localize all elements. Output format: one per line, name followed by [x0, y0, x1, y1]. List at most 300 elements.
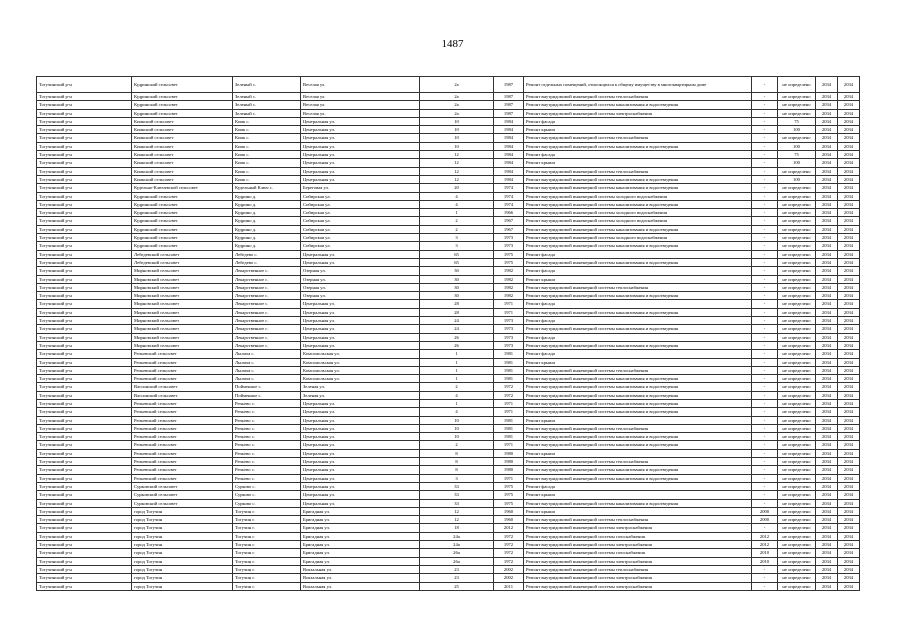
- work-type-cell: Ремонт крыши: [524, 275, 752, 283]
- work-type-cell: Ремонт внутридомовой инженерной системы канализования и водоотведения: [524, 341, 752, 349]
- district-cell: Тогучинский р-н: [37, 101, 132, 109]
- house-number-cell: 33: [420, 482, 494, 490]
- street-cell: Центральная ул.: [301, 482, 420, 490]
- house-number-cell: 2а: [420, 77, 494, 93]
- build-year-cell: 1981: [494, 350, 524, 358]
- plan-start-cell: 2034: [816, 77, 838, 93]
- district-cell: Тогучинский р-н: [37, 300, 132, 308]
- table-row: [37, 499, 860, 507]
- municipality-cell: Репьевский сельсовет: [132, 466, 233, 474]
- street-cell: Бригадная ул.: [301, 532, 420, 540]
- district-cell: Тогучинский р-н: [37, 341, 132, 349]
- cost-cell: не определено: [778, 101, 816, 109]
- plan-start-cell: 2034: [816, 258, 838, 266]
- cost-cell: не определено: [778, 474, 816, 482]
- last-repair-year-cell: -: [752, 175, 778, 183]
- street-cell: Озерная ул.: [301, 267, 420, 275]
- plan-end-cell: 2034: [838, 142, 860, 150]
- street-cell: Вокзальная ул.: [301, 565, 420, 573]
- last-repair-year-cell: -: [752, 424, 778, 432]
- table-row: [37, 275, 860, 283]
- municipality-cell: Кудринский сельсовет: [132, 217, 233, 225]
- plan-end-cell: 2034: [838, 308, 860, 316]
- work-type-cell: Ремонт внутридомовой инженерной системы теплоснабжения: [524, 565, 752, 573]
- plan-start-cell: 2034: [816, 416, 838, 424]
- district-cell: Тогучинский р-н: [37, 391, 132, 399]
- table-row: [37, 350, 860, 358]
- build-year-cell: 1971: [494, 408, 524, 416]
- last-repair-year-cell: -: [752, 416, 778, 424]
- house-number-cell: 4: [420, 408, 494, 416]
- plan-start-cell: 2034: [816, 499, 838, 507]
- municipality-cell: Репьевский сельсовет: [132, 458, 233, 466]
- cost-cell: не определено: [778, 192, 816, 200]
- street-cell: Центральная ул.: [301, 416, 420, 424]
- last-repair-year-cell: -: [752, 499, 778, 507]
- work-type-cell: Ремонт фасада: [524, 350, 752, 358]
- last-repair-year-cell: -: [752, 350, 778, 358]
- cost-cell: не определено: [778, 167, 816, 175]
- plan-start-cell: 2034: [816, 441, 838, 449]
- plan-end-cell: 2034: [838, 582, 860, 590]
- settlement-cell: Репьево с.: [233, 424, 301, 432]
- build-year-cell: 1971: [494, 474, 524, 482]
- plan-start-cell: 2034: [816, 300, 838, 308]
- table-row: [37, 292, 860, 300]
- table-row: [37, 565, 860, 573]
- settlement-cell: Кудрино д.: [233, 217, 301, 225]
- page-number: 1487: [441, 38, 464, 50]
- street-cell: Комсомольская ул.: [301, 358, 420, 366]
- build-year-cell: 1987: [494, 93, 524, 101]
- settlement-cell: Тогучин г.: [233, 582, 301, 590]
- settlement-cell: Репьево с.: [233, 474, 301, 482]
- municipality-cell: Кудельно-Ключевской сельсовет: [132, 184, 233, 192]
- table-row: [37, 424, 860, 432]
- house-number-cell: 2а: [420, 109, 494, 117]
- street-cell: Центральная ул.: [301, 458, 420, 466]
- cost-cell: не определено: [778, 582, 816, 590]
- house-number-cell: 8: [420, 466, 494, 474]
- cost-cell: не определено: [778, 532, 816, 540]
- table-row: [37, 167, 860, 175]
- house-number-cell: 10: [420, 126, 494, 134]
- plan-start-cell: 2034: [816, 134, 838, 142]
- build-year-cell: 1981: [494, 416, 524, 424]
- table-row: [37, 225, 860, 233]
- municipality-cell: Мирновский сельсовет: [132, 267, 233, 275]
- plan-start-cell: 2034: [816, 383, 838, 391]
- build-year-cell: 1973: [494, 234, 524, 242]
- last-repair-year-cell: -: [752, 582, 778, 590]
- settlement-cell: Репьево с.: [233, 433, 301, 441]
- build-year-cell: 2002: [494, 565, 524, 573]
- plan-start-cell: 2034: [816, 283, 838, 291]
- street-cell: Комсомольская ул.: [301, 350, 420, 358]
- build-year-cell: 1987: [494, 77, 524, 93]
- work-type-cell: Ремонт внутридомовой инженерной системы теплоснабжения: [524, 516, 752, 524]
- district-cell: Тогучинский р-н: [37, 499, 132, 507]
- settlement-cell: Киик с.: [233, 159, 301, 167]
- street-cell: Бригадная ул.: [301, 507, 420, 515]
- last-repair-year-cell: 2012: [752, 532, 778, 540]
- settlement-cell: Сурково с.: [233, 491, 301, 499]
- street-cell: Центральная ул.: [301, 134, 420, 142]
- build-year-cell: 1982: [494, 275, 524, 283]
- municipality-cell: Киикский сельсовет: [132, 151, 233, 159]
- plan-start-cell: 2034: [816, 399, 838, 407]
- street-cell: Бригадная ул.: [301, 524, 420, 532]
- street-cell: Сибирская ул.: [301, 209, 420, 217]
- table-row: [37, 109, 860, 117]
- table-row: [37, 416, 860, 424]
- plan-end-cell: 2034: [838, 175, 860, 183]
- plan-end-cell: 2034: [838, 93, 860, 101]
- work-type-cell: Ремонт фасада: [524, 250, 752, 258]
- settlement-cell: Лылиха с.: [233, 350, 301, 358]
- settlement-cell: Зеленый с.: [233, 77, 301, 93]
- house-number-cell: 12: [420, 516, 494, 524]
- plan-start-cell: 2034: [816, 317, 838, 325]
- work-type-cell: Ремонт внутридомовой инженерной системы газоснабжения: [524, 549, 752, 557]
- table-row: [37, 192, 860, 200]
- cost-cell: не определено: [778, 482, 816, 490]
- build-year-cell: 1987: [494, 109, 524, 117]
- cost-cell: не определено: [778, 408, 816, 416]
- last-repair-year-cell: -: [752, 300, 778, 308]
- last-repair-year-cell: -: [752, 283, 778, 291]
- plan-end-cell: 2034: [838, 424, 860, 432]
- settlement-cell: Тогучин г.: [233, 565, 301, 573]
- cost-cell: не определено: [778, 250, 816, 258]
- house-number-cell: 24а: [420, 541, 494, 549]
- build-year-cell: 1984: [494, 142, 524, 150]
- settlement-cell: Лылиха с.: [233, 366, 301, 374]
- settlement-cell: Лекарственное с.: [233, 325, 301, 333]
- house-number-cell: 3: [420, 242, 494, 250]
- build-year-cell: 1971: [494, 308, 524, 316]
- house-number-cell: 3: [420, 474, 494, 482]
- plan-end-cell: 2034: [838, 449, 860, 457]
- build-year-cell: 1975: [494, 482, 524, 490]
- settlement-cell: Тогучин г.: [233, 524, 301, 532]
- table-row: [37, 507, 860, 515]
- municipality-cell: Киикский сельсовет: [132, 117, 233, 125]
- cost-cell: не определено: [778, 499, 816, 507]
- municipality-cell: город Тогучин: [132, 557, 233, 565]
- settlement-cell: Репьево с.: [233, 408, 301, 416]
- house-number-cell: 1: [420, 366, 494, 374]
- work-type-cell: Ремонт внутридомовой инженерной системы канализования и водоотведения: [524, 225, 752, 233]
- municipality-cell: Киикский сельсовет: [132, 134, 233, 142]
- last-repair-year-cell: -: [752, 399, 778, 407]
- plan-end-cell: 2034: [838, 225, 860, 233]
- settlement-cell: Кудрино д.: [233, 225, 301, 233]
- table-row: [37, 184, 860, 192]
- work-type-cell: Ремонт внутридомовой инженерной системы теплоснабжения: [524, 458, 752, 466]
- last-repair-year-cell: -: [752, 308, 778, 316]
- build-year-cell: 2002: [494, 574, 524, 582]
- work-type-cell: Ремонт внутридомовой инженерной системы канализования и водоотведения: [524, 242, 752, 250]
- cost-cell: не определено: [778, 541, 816, 549]
- house-number-cell: 33: [420, 499, 494, 507]
- house-number-cell: 26: [420, 341, 494, 349]
- work-type-cell: Ремонт фасада: [524, 482, 752, 490]
- house-number-cell: 12: [420, 151, 494, 159]
- plan-end-cell: 2034: [838, 283, 860, 291]
- plan-start-cell: 2034: [816, 532, 838, 540]
- street-cell: Сибирская ул.: [301, 200, 420, 208]
- municipality-cell: Лебедевский сельсовет: [132, 258, 233, 266]
- plan-end-cell: 2034: [838, 267, 860, 275]
- district-cell: Тогучинский р-н: [37, 275, 132, 283]
- work-type-cell: Ремонт крыши: [524, 159, 752, 167]
- settlement-cell: Тогучин г.: [233, 549, 301, 557]
- district-cell: Тогучинский р-н: [37, 151, 132, 159]
- build-year-cell: 1981: [494, 433, 524, 441]
- plan-end-cell: 2034: [838, 366, 860, 374]
- work-type-cell: Ремонт крыши: [524, 449, 752, 457]
- house-number-cell: 24: [420, 317, 494, 325]
- municipality-cell: Кудринский сельсовет: [132, 234, 233, 242]
- district-cell: Тогучинский р-н: [37, 93, 132, 101]
- build-year-cell: 1981: [494, 424, 524, 432]
- plan-start-cell: 2034: [816, 391, 838, 399]
- build-year-cell: 2011: [494, 582, 524, 590]
- cost-cell: не определено: [778, 491, 816, 499]
- work-type-cell: Ремонт внутридомовой инженерной системы теплоснабжения: [524, 167, 752, 175]
- plan-end-cell: 2034: [838, 399, 860, 407]
- work-type-cell: Ремонт отдельных помещений, относящихся к общему имуществу в многоквартирном доме: [524, 77, 752, 93]
- district-cell: Тогучинский р-н: [37, 532, 132, 540]
- cost-cell: не определено: [778, 358, 816, 366]
- settlement-cell: Лекарственное с.: [233, 275, 301, 283]
- table-row: [37, 200, 860, 208]
- work-type-cell: Ремонт внутридомовой инженерной системы канализования и водоотведения: [524, 325, 752, 333]
- plan-end-cell: 2034: [838, 167, 860, 175]
- plan-start-cell: 2034: [816, 341, 838, 349]
- last-repair-year-cell: -: [752, 408, 778, 416]
- settlement-cell: Пойменное с.: [233, 391, 301, 399]
- work-type-cell: Ремонт внутридомовой инженерной системы канализования и водоотведения: [524, 441, 752, 449]
- plan-end-cell: 2034: [838, 466, 860, 474]
- plan-start-cell: 2034: [816, 449, 838, 457]
- last-repair-year-cell: -: [752, 167, 778, 175]
- cost-cell: не определено: [778, 341, 816, 349]
- cost-cell: не определено: [778, 441, 816, 449]
- street-cell: Центральная ул.: [301, 167, 420, 175]
- house-number-cell: 12: [420, 159, 494, 167]
- last-repair-year-cell: -: [752, 341, 778, 349]
- municipality-cell: Мирновский сельсовет: [132, 325, 233, 333]
- cost-cell: 100: [778, 126, 816, 134]
- municipality-cell: Кудринский сельсовет: [132, 209, 233, 217]
- street-cell: Озерная ул.: [301, 283, 420, 291]
- cost-cell: не определено: [778, 449, 816, 457]
- work-type-cell: Ремонт внутридомовой инженерной системы холодного водоснабжения: [524, 217, 752, 225]
- last-repair-year-cell: -: [752, 474, 778, 482]
- plan-start-cell: 2034: [816, 474, 838, 482]
- table-row: [37, 325, 860, 333]
- district-cell: Тогучинский р-н: [37, 582, 132, 590]
- street-cell: Зеленая ул.: [301, 383, 420, 391]
- municipality-cell: город Тогучин: [132, 541, 233, 549]
- work-type-cell: Ремонт внутридомовой инженерной системы канализования и водоотведения: [524, 308, 752, 316]
- last-repair-year-cell: -: [752, 192, 778, 200]
- cost-cell: не определено: [778, 391, 816, 399]
- settlement-cell: Тогучин г.: [233, 557, 301, 565]
- street-cell: Центральная ул.: [301, 258, 420, 266]
- plan-start-cell: 2034: [816, 292, 838, 300]
- build-year-cell: 1987: [494, 101, 524, 109]
- settlement-cell: Кудрино д.: [233, 242, 301, 250]
- municipality-cell: Репьевский сельсовет: [132, 449, 233, 457]
- settlement-cell: Киик с.: [233, 126, 301, 134]
- plan-start-cell: 2034: [816, 424, 838, 432]
- cost-cell: не определено: [778, 109, 816, 117]
- street-cell: Центральная ул.: [301, 449, 420, 457]
- settlement-cell: Лекарственное с.: [233, 317, 301, 325]
- house-number-cell: 2а: [420, 93, 494, 101]
- cost-cell: 100: [778, 159, 816, 167]
- cost-cell: не определено: [778, 458, 816, 466]
- work-type-cell: Ремонт крыши: [524, 491, 752, 499]
- table-row: [37, 101, 860, 109]
- work-type-cell: Ремонт внутридомовой инженерной системы канализования и водоотведения: [524, 391, 752, 399]
- table-row: [37, 574, 860, 582]
- build-year-cell: 1974: [494, 184, 524, 192]
- district-cell: Тогучинский р-н: [37, 441, 132, 449]
- street-cell: Бригадная ул.: [301, 516, 420, 524]
- build-year-cell: 1973: [494, 317, 524, 325]
- plan-start-cell: 2034: [816, 93, 838, 101]
- table-row: [37, 142, 860, 150]
- house-number-cell: 8: [420, 458, 494, 466]
- table-row: [37, 159, 860, 167]
- last-repair-year-cell: -: [752, 375, 778, 383]
- plan-end-cell: 2034: [838, 557, 860, 565]
- plan-end-cell: 2034: [838, 325, 860, 333]
- work-type-cell: Ремонт внутридомовой инженерной системы канализования и водоотведения: [524, 383, 752, 391]
- work-type-cell: Ремонт внутридомовой инженерной системы канализования и водоотведения: [524, 101, 752, 109]
- cost-cell: не определено: [778, 383, 816, 391]
- district-cell: Тогучинский р-н: [37, 217, 132, 225]
- cost-cell: не определено: [778, 200, 816, 208]
- plan-end-cell: 2034: [838, 416, 860, 424]
- street-cell: Центральная ул.: [301, 333, 420, 341]
- table-row: [37, 491, 860, 499]
- build-year-cell: 1972: [494, 532, 524, 540]
- table-body: [37, 77, 860, 591]
- district-cell: Тогучинский р-н: [37, 159, 132, 167]
- municipality-cell: Репьевский сельсовет: [132, 416, 233, 424]
- settlement-cell: Кудрино д.: [233, 234, 301, 242]
- cost-cell: не определено: [778, 317, 816, 325]
- plan-start-cell: 2034: [816, 541, 838, 549]
- last-repair-year-cell: -: [752, 458, 778, 466]
- last-repair-year-cell: -: [752, 275, 778, 283]
- street-cell: Центральная ул.: [301, 126, 420, 134]
- settlement-cell: Лекарственное с.: [233, 308, 301, 316]
- build-year-cell: 1975: [494, 250, 524, 258]
- settlement-cell: Лекарственное с.: [233, 292, 301, 300]
- settlement-cell: Репьево с.: [233, 399, 301, 407]
- settlement-cell: Кудрино д.: [233, 200, 301, 208]
- work-type-cell: Ремонт внутридомовой инженерной системы холодного водоснабжения: [524, 209, 752, 217]
- build-year-cell: 1984: [494, 117, 524, 125]
- table-row: [37, 549, 860, 557]
- table-row: [37, 474, 860, 482]
- build-year-cell: 1973: [494, 242, 524, 250]
- district-cell: Тогучинский р-н: [37, 399, 132, 407]
- plan-end-cell: 2034: [838, 234, 860, 242]
- build-year-cell: 1971: [494, 300, 524, 308]
- plan-start-cell: 2034: [816, 375, 838, 383]
- repair-schedule-table: [36, 76, 860, 591]
- cost-cell: не определено: [778, 516, 816, 524]
- house-number-cell: 18: [420, 524, 494, 532]
- plan-start-cell: 2034: [816, 175, 838, 183]
- house-number-cell: 2: [420, 217, 494, 225]
- plan-end-cell: 2034: [838, 532, 860, 540]
- settlement-cell: Пойменное с.: [233, 383, 301, 391]
- district-cell: Тогучинский р-н: [37, 549, 132, 557]
- district-cell: Тогучинский р-н: [37, 507, 132, 515]
- table-row: [37, 151, 860, 159]
- last-repair-year-cell: -: [752, 209, 778, 217]
- build-year-cell: 1973: [494, 341, 524, 349]
- municipality-cell: город Тогучин: [132, 574, 233, 582]
- municipality-cell: Киикский сельсовет: [132, 175, 233, 183]
- district-cell: Тогучинский р-н: [37, 134, 132, 142]
- municipality-cell: город Тогучин: [132, 516, 233, 524]
- build-year-cell: 1974: [494, 200, 524, 208]
- district-cell: Тогучинский р-н: [37, 416, 132, 424]
- build-year-cell: 1984: [494, 151, 524, 159]
- last-repair-year-cell: -: [752, 242, 778, 250]
- plan-end-cell: 2034: [838, 375, 860, 383]
- settlement-cell: Кудельный Ключ с.: [233, 184, 301, 192]
- plan-end-cell: 2034: [838, 574, 860, 582]
- street-cell: Сибирская ул.: [301, 242, 420, 250]
- cost-cell: не определено: [778, 574, 816, 582]
- plan-end-cell: 2034: [838, 541, 860, 549]
- municipality-cell: Мирновский сельсовет: [132, 283, 233, 291]
- district-cell: Тогучинский р-н: [37, 383, 132, 391]
- cost-cell: не определено: [778, 77, 816, 93]
- street-cell: Сибирская ул.: [301, 217, 420, 225]
- last-repair-year-cell: -: [752, 184, 778, 192]
- municipality-cell: Сурковский сельсовет: [132, 499, 233, 507]
- last-repair-year-cell: -: [752, 258, 778, 266]
- settlement-cell: Тогучин г.: [233, 574, 301, 582]
- plan-start-cell: 2034: [816, 350, 838, 358]
- settlement-cell: Репьево с.: [233, 449, 301, 457]
- municipality-cell: Мирновский сельсовет: [132, 308, 233, 316]
- municipality-cell: Репьевский сельсовет: [132, 358, 233, 366]
- work-type-cell: Ремонт внутридомовой инженерной системы канализования и водоотведения: [524, 399, 752, 407]
- settlement-cell: Кудрино д.: [233, 209, 301, 217]
- plan-start-cell: 2034: [816, 582, 838, 590]
- house-number-cell: 1: [420, 350, 494, 358]
- street-cell: Комсомольская ул.: [301, 366, 420, 374]
- work-type-cell: Ремонт внутридомовой инженерной системы теплоснабжения: [524, 424, 752, 432]
- work-type-cell: Ремонт крыши: [524, 358, 752, 366]
- cost-cell: не определено: [778, 242, 816, 250]
- table-row: [37, 441, 860, 449]
- table-row: [37, 541, 860, 549]
- district-cell: Тогучинский р-н: [37, 267, 132, 275]
